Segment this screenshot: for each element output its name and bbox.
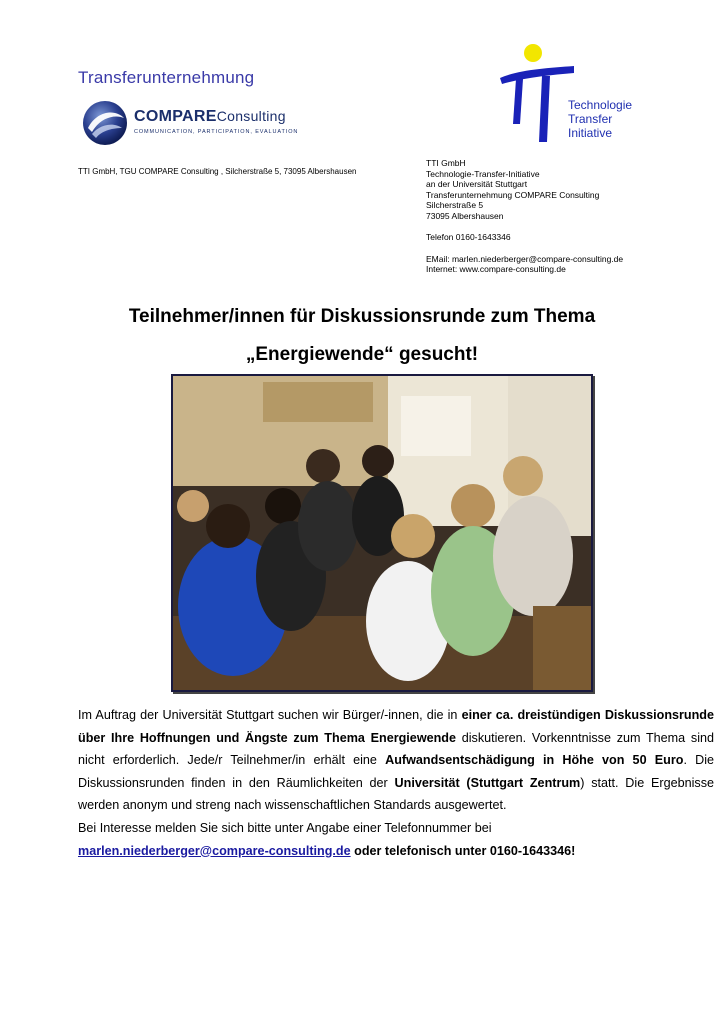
address-line: TTI GmbH: [426, 158, 466, 168]
compare-consulting-logo: [80, 98, 320, 148]
paragraph-1: Im Auftrag der Universität Stuttgart suchen wir Bürger/-innen, die in einer ca. dreistündigen Diskussionsrunde über Ihre Hoffnungen und Ängste zum Thema Energiewende diskutieren. Vorkenntnisse zum Thema sind nicht erforderlich. Jede/r Teilnehmer/in erhält eine Aufwandsentschädigung in Höhe von 50 Euro. Die Diskussionsrunden finden in den Räumlichkeiten der Universität (Stuttgart Zentrum) statt. Die Ergebnisse werden anonym und streng nach wissenschaftlichen Standards ausgewertet.: [78, 708, 715, 813]
paragraph-2: Bei Interesse melden Sie sich bitte unter Angabe einer Telefonnummer bei marlen.niederberger@compare-consulting.de oder telefonisch unter 0160-1643346!: [78, 820, 576, 858]
headline-line-1: Teilnehmer/innen für Diskussionsrunde zum Thema: [128, 306, 596, 327]
headline-line-2: „Energiewende“ gesucht!: [245, 344, 479, 365]
headline: [0, 298, 724, 374]
discussion-group-photo: [171, 374, 593, 692]
compare-brand: COMPAREConsulting: [134, 108, 286, 125]
tti-wordmark: Technologie Transfer Initiative: [568, 98, 633, 140]
address-line: 73095 Albershausen: [426, 210, 504, 221]
address-line: an der Universität Stuttgart: [426, 179, 528, 189]
tti-mark-icon: [498, 42, 578, 147]
globe-swirl-icon: [80, 98, 130, 148]
photo-illustration: [173, 376, 591, 690]
internet-line: Internet: www.compare-consulting.de: [426, 264, 566, 274]
tti-logo: [498, 42, 658, 147]
address-line: Technologie-Transfer-Initiative: [426, 168, 540, 179]
address-line: Transferunternehmung COMPARE Consulting: [426, 189, 600, 200]
kicker-title: Transferunternehmung: [78, 68, 255, 87]
address-line: Silcherstraße 5: [426, 200, 484, 210]
compare-tagline: COMMUNICATION, PARTICIPATION, EVALUATION: [134, 129, 299, 135]
phone-line: Telefon 0160-1643346: [426, 232, 511, 242]
email-line: EMail: marlen.niederberger@compare-consulting.de: [426, 253, 624, 264]
address-block: [426, 158, 623, 275]
email-link[interactable]: marlen.niederberger@compare-consulting.de: [78, 843, 351, 858]
body-text: [78, 704, 714, 862]
sender-line: TTI GmbH, TGU COMPARE Consulting , Silcherstraße 5, 73095 Albershausen: [78, 167, 357, 176]
